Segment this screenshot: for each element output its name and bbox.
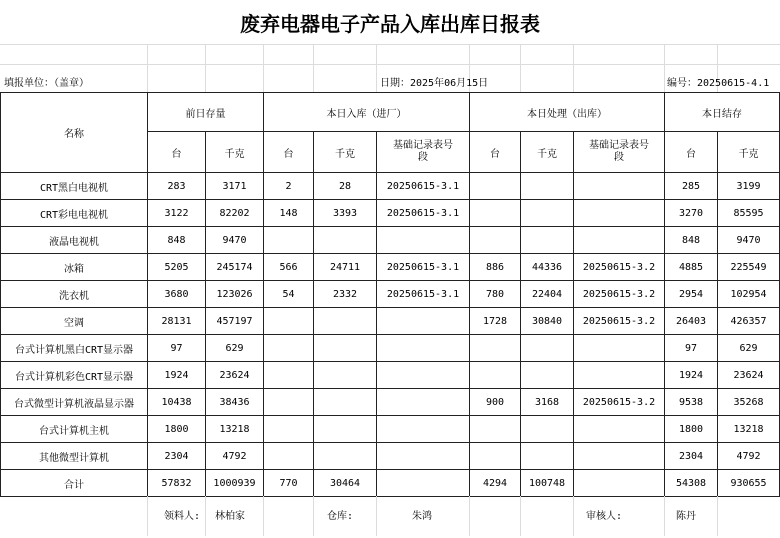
- outbound-record-no: [574, 470, 665, 497]
- header-weight: 千克: [314, 132, 377, 173]
- inbound-kg: 28: [314, 173, 377, 200]
- prev-stock-kg: 3171: [206, 173, 264, 200]
- grid-line: [664, 496, 665, 536]
- table-row: [1, 443, 780, 470]
- inbound-units: 54: [264, 281, 314, 308]
- prev-stock-kg: 9470: [206, 227, 264, 254]
- prev-stock-kg: 245174: [206, 254, 264, 281]
- inbound-units: [264, 308, 314, 335]
- outbound-record-no: 20250615-3.2: [574, 308, 665, 335]
- closing-units: 1800: [665, 416, 718, 443]
- inbound-units: 2: [264, 173, 314, 200]
- grid-line: [147, 44, 148, 92]
- prev-stock-kg: 23624: [206, 362, 264, 389]
- item-name: CRT彩电电视机: [1, 200, 148, 227]
- warehouse-name: 朱鸿: [412, 511, 432, 522]
- item-name: CRT黑白电视机: [1, 173, 148, 200]
- outbound-record-no: [574, 227, 665, 254]
- inbound-units: [264, 362, 314, 389]
- item-name: 合计: [1, 470, 148, 497]
- grid-line: [376, 44, 377, 92]
- outbound-record-no: 20250615-3.2: [574, 281, 665, 308]
- item-name: 台式计算机主机: [1, 416, 148, 443]
- header-record-no: [574, 132, 665, 173]
- header-weight: 千克: [718, 132, 780, 173]
- table-row: [1, 308, 780, 335]
- grid-line: [520, 496, 521, 536]
- inbound-kg: [314, 308, 377, 335]
- prev-stock-units: 1800: [148, 416, 206, 443]
- header-weight: 千克: [206, 132, 264, 173]
- header-weight: 千克: [521, 132, 574, 173]
- header-closing: 本日结存: [665, 93, 780, 132]
- inbound-kg: [314, 227, 377, 254]
- header-unit: 台: [470, 132, 521, 173]
- prev-stock-kg: 13218: [206, 416, 264, 443]
- prev-stock-kg: 4792: [206, 443, 264, 470]
- inbound-kg: 2332: [314, 281, 377, 308]
- closing-units: 54308: [665, 470, 718, 497]
- total-row: [1, 470, 780, 497]
- outbound-kg: [521, 173, 574, 200]
- outbound-kg: 44336: [521, 254, 574, 281]
- header-record-no-text: 基础记录表号段: [393, 140, 453, 163]
- prev-stock-kg: 629: [206, 335, 264, 362]
- inbound-kg: 3393: [314, 200, 377, 227]
- inbound-record-no: 20250615-3.1: [377, 254, 470, 281]
- closing-units: 2954: [665, 281, 718, 308]
- grid-line: [263, 496, 264, 536]
- report-number: 编号：20250615-4.1: [667, 78, 770, 89]
- inbound-record-no: 20250615-3.1: [377, 173, 470, 200]
- outbound-units: [470, 335, 521, 362]
- inbound-units: [264, 443, 314, 470]
- inbound-record-no: [377, 362, 470, 389]
- outbound-units: [470, 416, 521, 443]
- report-title: 废弃电器电子产品入库出库日报表: [0, 0, 780, 45]
- outbound-record-no: [574, 443, 665, 470]
- inbound-record-no: [377, 389, 470, 416]
- inbound-units: [264, 335, 314, 362]
- grid-line: [573, 44, 574, 92]
- grid-line: [205, 44, 206, 92]
- grid-line: [717, 496, 718, 536]
- closing-kg: 9470: [718, 227, 780, 254]
- item-name: 洗衣机: [1, 281, 148, 308]
- outbound-kg: [521, 227, 574, 254]
- inbound-record-no: [377, 443, 470, 470]
- grid-line: [205, 496, 206, 536]
- prev-stock-kg: 123026: [206, 281, 264, 308]
- grid-line: [313, 496, 314, 536]
- header-record-no-text: 基础记录表号段: [589, 140, 649, 163]
- inbound-kg: 30464: [314, 470, 377, 497]
- prev-stock-units: 3680: [148, 281, 206, 308]
- table-row: [1, 362, 780, 389]
- prev-stock-units: 848: [148, 227, 206, 254]
- inbound-kg: [314, 389, 377, 416]
- inbound-units: [264, 227, 314, 254]
- grid-line: [376, 496, 377, 536]
- outbound-units: 900: [470, 389, 521, 416]
- prev-stock-units: 283: [148, 173, 206, 200]
- outbound-units: 886: [470, 254, 521, 281]
- closing-kg: 930655: [718, 470, 780, 497]
- reporting-unit: 填报单位：（盖章）: [4, 78, 89, 89]
- prev-stock-kg: 457197: [206, 308, 264, 335]
- grid-line: [263, 44, 264, 92]
- receiver-label: 领料人:: [164, 511, 201, 522]
- closing-units: 4885: [665, 254, 718, 281]
- closing-units: 848: [665, 227, 718, 254]
- closing-units: 285: [665, 173, 718, 200]
- prev-stock-units: 10438: [148, 389, 206, 416]
- grid-line: [469, 496, 470, 536]
- header-outbound: 本日处理（出库）: [470, 93, 665, 132]
- outbound-record-no: 20250615-3.2: [574, 389, 665, 416]
- closing-kg: 4792: [718, 443, 780, 470]
- prev-stock-units: 28131: [148, 308, 206, 335]
- inbound-kg: [314, 362, 377, 389]
- inbound-units: [264, 389, 314, 416]
- outbound-kg: [521, 335, 574, 362]
- inbound-record-no: 20250615-3.1: [377, 281, 470, 308]
- outbound-kg: 30840: [521, 308, 574, 335]
- prev-stock-units: 2304: [148, 443, 206, 470]
- outbound-kg: 3168: [521, 389, 574, 416]
- item-name: 液晶电视机: [1, 227, 148, 254]
- closing-kg: 629: [718, 335, 780, 362]
- outbound-kg: [521, 416, 574, 443]
- closing-kg: 225549: [718, 254, 780, 281]
- inbound-record-no: [377, 470, 470, 497]
- closing-units: 97: [665, 335, 718, 362]
- inbound-record-no: [377, 227, 470, 254]
- closing-units: 2304: [665, 443, 718, 470]
- outbound-kg: [521, 443, 574, 470]
- grid-line: [520, 44, 521, 92]
- header-record-no: [377, 132, 470, 173]
- closing-kg: 85595: [718, 200, 780, 227]
- inbound-record-no: [377, 308, 470, 335]
- closing-kg: 3199: [718, 173, 780, 200]
- signature-row: [0, 496, 780, 536]
- outbound-kg: [521, 362, 574, 389]
- closing-kg: 35268: [718, 389, 780, 416]
- outbound-record-no: [574, 416, 665, 443]
- warehouse-label: 仓库:: [327, 511, 354, 522]
- prev-stock-units: 1924: [148, 362, 206, 389]
- header-unit: 台: [665, 132, 718, 173]
- item-name: 空调: [1, 308, 148, 335]
- closing-kg: 102954: [718, 281, 780, 308]
- table-row: [1, 200, 780, 227]
- closing-units: 1924: [665, 362, 718, 389]
- inbound-kg: [314, 416, 377, 443]
- outbound-record-no: [574, 173, 665, 200]
- outbound-record-no: [574, 335, 665, 362]
- outbound-kg: [521, 200, 574, 227]
- header-inbound: 本日入库（进厂）: [264, 93, 470, 132]
- outbound-units: [470, 227, 521, 254]
- table-row: [1, 254, 780, 281]
- outbound-units: [470, 200, 521, 227]
- inbound-units: 566: [264, 254, 314, 281]
- inbound-record-no: 20250615-3.1: [377, 200, 470, 227]
- outbound-units: 1728: [470, 308, 521, 335]
- closing-kg: 13218: [718, 416, 780, 443]
- inbound-kg: 24711: [314, 254, 377, 281]
- outbound-record-no: [574, 362, 665, 389]
- closing-units: 3270: [665, 200, 718, 227]
- inbound-record-no: [377, 416, 470, 443]
- inbound-units: 770: [264, 470, 314, 497]
- spacer-row: [0, 44, 780, 65]
- closing-kg: 23624: [718, 362, 780, 389]
- item-name: 台式计算机黑白CRT显示器: [1, 335, 148, 362]
- header-unit: 台: [264, 132, 314, 173]
- reviewer-name: 陈丹: [676, 511, 696, 522]
- item-name: 台式微型计算机液晶显示器: [1, 389, 148, 416]
- table-row: [1, 335, 780, 362]
- inbound-kg: [314, 335, 377, 362]
- outbound-kg: 100748: [521, 470, 574, 497]
- outbound-units: [470, 443, 521, 470]
- item-name: 台式计算机彩色CRT显示器: [1, 362, 148, 389]
- header-prev-stock: 前日存量: [148, 93, 264, 132]
- outbound-record-no: [574, 200, 665, 227]
- table-row: [1, 173, 780, 200]
- outbound-record-no: 20250615-3.2: [574, 254, 665, 281]
- table-row: [1, 416, 780, 443]
- item-name: 冰箱: [1, 254, 148, 281]
- reviewer-label: 审核人:: [586, 511, 623, 522]
- table-row: [1, 227, 780, 254]
- receiver-name: 林柏家: [215, 511, 245, 522]
- closing-kg: 426357: [718, 308, 780, 335]
- header-name: 名称: [1, 93, 148, 173]
- grid-line: [664, 44, 665, 92]
- inbound-record-no: [377, 335, 470, 362]
- prev-stock-units: 5205: [148, 254, 206, 281]
- outbound-units: 780: [470, 281, 521, 308]
- outbound-units: [470, 173, 521, 200]
- header-row-groups: [1, 93, 780, 132]
- inbound-kg: [314, 443, 377, 470]
- outbound-units: 4294: [470, 470, 521, 497]
- grid-line: [147, 496, 148, 536]
- item-name: 其他微型计算机: [1, 443, 148, 470]
- prev-stock-units: 57832: [148, 470, 206, 497]
- inventory-table: [0, 92, 780, 497]
- inbound-units: 148: [264, 200, 314, 227]
- outbound-units: [470, 362, 521, 389]
- prev-stock-units: 97: [148, 335, 206, 362]
- report-date: 日期：2025年06月15日: [380, 78, 489, 89]
- prev-stock-kg: 38436: [206, 389, 264, 416]
- prev-stock-units: 3122: [148, 200, 206, 227]
- outbound-kg: 22404: [521, 281, 574, 308]
- header-unit: 台: [148, 132, 206, 173]
- prev-stock-kg: 1000939: [206, 470, 264, 497]
- inbound-units: [264, 416, 314, 443]
- table-row: [1, 281, 780, 308]
- table-row: [1, 389, 780, 416]
- prev-stock-kg: 82202: [206, 200, 264, 227]
- grid-line: [313, 44, 314, 92]
- closing-units: 9538: [665, 389, 718, 416]
- closing-units: 26403: [665, 308, 718, 335]
- grid-line: [573, 496, 574, 536]
